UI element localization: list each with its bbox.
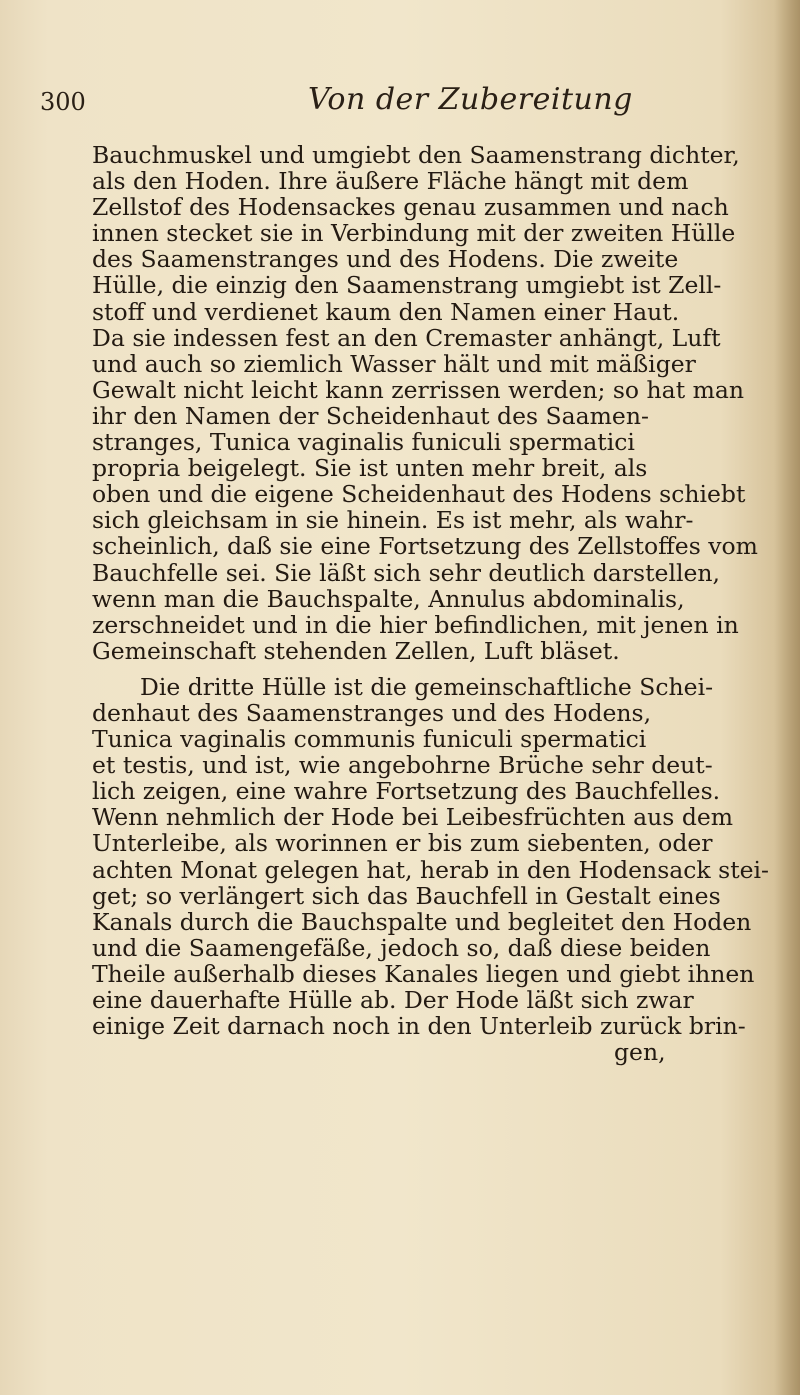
text-line: als den Hoden. Ihre äußere Fläche hängt mit dem [92,167,689,196]
text-line: zerschneidet und in die hier befindlichen, mit jenen in [92,610,739,639]
catchword: gen, [614,1038,666,1067]
text-line: innen stecket sie in Verbindung mit der zweiten Hülle [92,219,736,248]
text-line: lich zeigen, eine wahre Fortsetzung des Bauchfelles. [92,777,721,806]
text-line: Zellstof des Hodensackes genau zusammen und nach [92,193,729,222]
text-line: des Saamenstranges und des Hodens. Die zweite [92,245,679,274]
text-line: Unterleibe, als worinnen er bis zum siebenten, oder [92,829,713,858]
running-head [40,60,740,120]
text-line: Wenn nehmlich der Hode bei Leibesfrüchten aus dem [92,803,734,832]
text-line: propria beigelegt. Sie ist unten mehr breit, als [92,454,648,483]
text-line: achten Monat gelegen hat, herab in den Hodensack stei- [92,855,770,884]
text-line: eine dauerhafte Hülle ab. Der Hode läßt sich zwar [92,986,694,1014]
text-line: denhaut des Saamenstranges und des Hodens, [92,698,652,727]
text-line: stoff und verdienet kaum den Namen einer Haut. [92,297,680,326]
text-line: scheinlich, daß sie eine Fortsetzung des Zellstoffes vom [92,532,758,561]
text-line: Bauchmuskel und umgiebt den Saamenstrang dichter, [92,141,740,169]
text-line: get; so verlängert sich das Bauchfell in Gestalt eines [92,881,721,910]
text-line: Gemeinschaft stehenden Zellen, Luft bläset. [92,636,620,665]
running-title: Von der Zubereitung [308,82,633,117]
text-line: stranges, Tunica vaginalis funiculi spermatici [92,428,635,457]
text-line: Kanals durch die Bauchspalte und begleitet den Hoden [92,907,752,936]
text-line: Da sie indessen fest an den Cremaster anhängt, Luft [92,323,721,352]
paragraph-first-line: Die dritte Hülle ist die gemeinschaftliche Schei- [140,672,714,701]
text-line: wenn man die Bauchspalte, Annulus abdominalis, [92,584,685,613]
text-line: und auch so ziemlich Wasser hält und mit mäßiger [92,349,696,378]
text-line: einige Zeit darnach noch in den Unterleib zurück brin- [92,1012,746,1041]
text-line: et testis, und ist, wie angebohrne Brüche sehr deut- [92,751,713,780]
text-line: Bauchfelle sei. Sie läßt sich sehr deutlich darstellen, [92,558,720,587]
text-line: ihr den Namen der Scheidenhaut des Saamen- [92,401,649,430]
page-number: 300 [40,88,86,116]
text-line: oben und die eigene Scheidenhaut des Hodens schiebt [92,480,746,509]
text-line: sich gleichsam in sie hinein. Es ist mehr, als wahr- [92,506,694,535]
text-line: Theile außerhalb dieses Kanales liegen und giebt ihnen [92,959,755,988]
text-line: und die Saamengefäße, jedoch so, daß diese beiden [92,933,711,962]
text-line: Gewalt nicht leicht kann zerrissen werden; so hat man [92,375,745,404]
text-line: Hülle, die einzig den Saamenstrang umgiebt ist Zell- [92,271,722,300]
body-text [92,142,782,1362]
text-line: Tunica vaginalis communis funiculi spermatici [92,725,647,754]
